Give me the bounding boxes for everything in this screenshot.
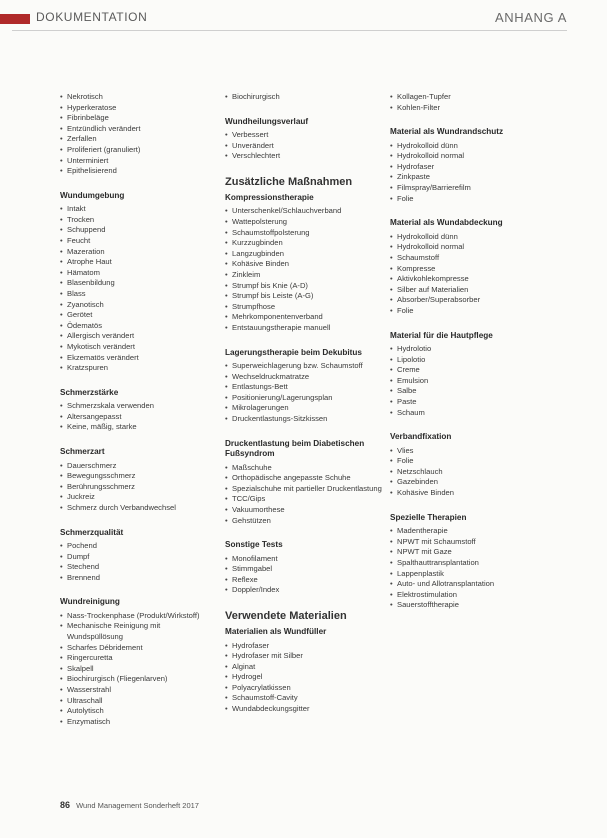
header-accent-bar [0,14,30,24]
header-appendix-title: ANHANG A [495,10,567,25]
list-item: • Ekzematös verändert [60,353,210,364]
list-item: • Unterschenkel/Schlauchverband [225,206,383,217]
list-item: • Strumpf bis Leiste (A-G) [225,291,383,302]
section-wundheilungsverlauf [225,117,383,162]
list-item: • NPWT mit Gaze [390,547,555,558]
section-kompressionstherapie [225,193,383,334]
list-item: • Brennend [60,573,210,584]
list-item: • Nekrotisch [60,92,210,103]
bullet-list [60,611,210,728]
list-item: • Filmspray/Barrierefilm [390,183,555,194]
list-item: • Hydrofaser mit Silber [225,651,383,662]
list-item: • Blass [60,289,210,300]
section-sonstige-tests [225,540,383,596]
list-item: • Mechanische Reinigung mit Wundspüllösung [60,621,210,642]
list-item: • Dauerschmerz [60,461,210,472]
list-item: • Skalpell [60,664,210,675]
list-item: • Entlastungs-Bett [225,382,383,393]
bullet-list [225,130,383,162]
list-item: • Hydrokolloid dünn [390,232,555,243]
section-spezielle-therapien [390,513,555,611]
bullet-list [60,92,210,177]
section-untitled [225,92,383,103]
section-heading: Wundheilungsverlauf [225,116,309,126]
list-item: • Keine, mäßig, starke [60,422,210,433]
page-footer [60,800,199,810]
list-item: • Hydrofaser [390,162,555,173]
list-item: • Kurzzugbinden [225,238,383,249]
bullet-list [390,232,555,317]
list-item: • Autolytisch [60,706,210,717]
list-item: • Kollagen-Tupfer [390,92,555,103]
list-item: • Kompresse [390,264,555,275]
list-item: • Sauerstofftherapie [390,600,555,611]
list-item: • Hydrofaser [225,641,383,652]
list-item: • Spezialschuhe mit partieller Druckentlastung [225,484,383,495]
list-item: • Vakuumorthese [225,505,383,516]
section-schmerzstaerke [60,388,210,433]
section-heading: Material als Wundrandschutz [390,127,504,137]
list-item: • Biochirurgisch [225,92,383,103]
list-item: • Creme [390,365,555,376]
list-item: • Positionierung/Lagerungsplan [225,393,383,404]
list-item: • Vlies [390,446,555,457]
list-item: • Mikrolagerungen [225,403,383,414]
list-item: • Entstauungstherapie manuell [225,323,383,334]
list-item: • Proliferiert (granuliert) [60,145,210,156]
list-item: • Absorber/Superabsorber [390,295,555,306]
list-item: • Kohlen-Filter [390,103,555,114]
list-item: • Stimmgabel [225,564,383,575]
list-item: • Wechseldruckmatratze [225,372,383,383]
list-item: • Unverändert [225,141,383,152]
section-heading: Material für die Hautpflege [390,330,493,340]
section-heading: Wundumgebung [60,190,125,200]
list-item: • Schaumstoff [390,253,555,264]
list-item: • Schmerz durch Verbandwechsel [60,503,210,514]
section-heading: Spezielle Therapien [390,512,467,522]
list-item: • Druckentlastungs-Sitzkissen [225,414,383,425]
list-item: • Schaum [390,408,555,419]
footer-publication: Wund Management Sonderheft 2017 [76,801,199,810]
list-item: • Altersangepasst [60,412,210,423]
list-item: • Folie [390,194,555,205]
bullet-list [60,204,210,374]
section-material-fuer-die-hautpflege [390,331,555,419]
list-item: • Salbe [390,386,555,397]
list-item: • Wundabdeckungsgitter [225,704,383,715]
list-item: • Silber auf Materialien [390,285,555,296]
list-item: • Scharfes Débridement [60,643,210,654]
bullet-list [390,446,555,499]
list-item: • Paste [390,397,555,408]
list-item: • Alginat [225,662,383,673]
list-item: • Enzymatisch [60,717,210,728]
list-item: • Hydrokolloid normal [390,151,555,162]
list-item: • Atrophe Haut [60,257,210,268]
list-item: • Polyacrylatkissen [225,683,383,694]
list-item: • Ultraschall [60,696,210,707]
bullet-list [225,206,383,333]
list-item: • Zinkleim [225,270,383,281]
list-item: • Ringercuretta [60,653,210,664]
bullet-list [60,541,210,583]
major-heading-zusaetzliche-massnahmen: Zusätzliche Maßnahmen [225,175,353,188]
section-heading: Kompressionstherapie [225,192,314,202]
list-item: • Verbessert [225,130,383,141]
section-lagerungstherapie-beim-dekubitus [225,348,383,425]
list-item: • Lappenplastik [390,569,555,580]
list-item: • Madentherapie [390,526,555,537]
list-item: • Netzschlauch [390,467,555,478]
list-item: • Feucht [60,236,210,247]
section-heading: Lagerungstherapie beim Dekubitus [225,347,362,357]
section-heading: Schmerzart [60,447,105,457]
section-wundreinigung [60,597,210,727]
bullet-list [225,361,383,425]
list-item: • Zyanotisch [60,300,210,311]
section-heading: Material als Wundabdeckung [390,218,503,228]
bullet-list [60,401,210,433]
bullet-list [390,92,555,113]
list-item: • Hydrogel [225,672,383,683]
page-header [0,8,607,30]
list-item: • Epithelisierend [60,166,210,177]
section-druckentlastung-beim-diabetischen-fusssyndrom [225,439,383,527]
list-item: • Emulsion [390,376,555,387]
list-item: • Schaumstoffpolsterung [225,228,383,239]
list-item: • Blasenbildung [60,278,210,289]
list-item: • Mykotisch verändert [60,342,210,353]
list-item: • Hydrolotio [390,344,555,355]
list-item: • Orthopädische angepasste Schuhe [225,473,383,484]
list-item: • Ödematös [60,321,210,332]
list-item: • Schmerzskala verwenden [60,401,210,412]
section-material-als-wundabdeckung [390,218,555,316]
list-item: • Nass-Trockenphase (Produkt/Wirkstoff) [60,611,210,622]
list-item: • Dumpf [60,552,210,563]
list-item: • Verschlechtert [225,151,383,162]
list-item: • Fibrinbeläge [60,113,210,124]
list-item: • Gazebinden [390,477,555,488]
section-heading: Materialien als Wundfüller [225,627,327,636]
list-item: • Entzündlich verändert [60,124,210,135]
list-item: • Berührungsschmerz [60,482,210,493]
section-wundumgebung [60,191,210,374]
list-item: • Lipolotio [390,355,555,366]
bullet-list [225,92,383,103]
section-material-als-wundrandschutz [390,127,555,204]
section-schmerzqualitaet [60,528,210,584]
list-item: • Elektrostimulation [390,590,555,601]
list-item: • Wattepolsterung [225,217,383,228]
list-item: • Schuppend [60,225,210,236]
list-item: • Aktivkohlekompresse [390,274,555,285]
list-item: • TCC/Gips [225,494,383,505]
section-schmerzart [60,447,210,513]
section-untitled [390,92,555,113]
bullet-list [225,554,383,596]
section-materialien-als-wundfueller [225,627,383,715]
section-heading: Schmerzqualität [60,527,124,537]
bullet-list [390,526,555,611]
list-item: • Hydrokolloid dünn [390,141,555,152]
list-item: • Maßschuhe [225,463,383,474]
list-item: • Juckreiz [60,492,210,503]
list-item: • Superweichlagerung bzw. Schaumstoff [225,361,383,372]
list-item: • Gehstützen [225,516,383,527]
column-2 [225,92,383,729]
list-item: • Gerötet [60,310,210,321]
section-heading: Druckentlastung beim Diabetischen Fußsyndrom [225,438,365,459]
list-item: • Bewegungsschmerz [60,471,210,482]
list-item: • Mehrkomponentenverband [225,312,383,323]
major-heading-verwendete-materialien: Verwendete Materialien [225,610,347,622]
bullet-list [225,641,383,715]
list-item: • Biochirurgisch (Fliegenlarven) [60,674,210,685]
bullet-list [60,461,210,514]
column-1 [60,92,210,741]
list-item: • Hyperkeratose [60,103,210,114]
section-untitled [60,92,210,177]
list-item: • Unterminiert [60,156,210,167]
column-3 [390,92,555,625]
list-item: • Allergisch verändert [60,331,210,342]
bullet-list [390,344,555,418]
list-item: • Auto- und Allotransplantation [390,579,555,590]
list-item: • Folie [390,456,555,467]
list-item: • Wasserstrahl [60,685,210,696]
list-item: • Hämatom [60,268,210,279]
list-item: • Schaumstoff-Cavity [225,693,383,704]
list-item: • NPWT mit Schaumstoff [390,537,555,548]
list-item: • Kohäsive Binden [390,488,555,499]
page-number: 86 [60,800,71,810]
list-item: • Doppler/Index [225,585,383,596]
bullet-list [390,141,555,205]
list-item: • Hydrokolloid normal [390,242,555,253]
section-heading: Schmerzstärke [60,387,119,397]
list-item: • Zinkpaste [390,172,555,183]
list-item: • Kratzspuren [60,363,210,374]
list-item: • Monofilament [225,554,383,565]
section-heading: Verbandfixation [390,432,452,442]
list-item: • Folie [390,306,555,317]
list-item: • Strumpf bis Knie (A-D) [225,281,383,292]
list-item: • Langzugbinden [225,249,383,260]
section-verbandfixation [390,432,555,498]
list-item: • Pochend [60,541,210,552]
list-item: • Kohäsive Binden [225,259,383,270]
section-heading: Sonstige Tests [225,540,283,550]
bullet-list [225,463,383,527]
list-item: • Trocken [60,215,210,226]
list-item: • Zerfallen [60,134,210,145]
list-item: • Stechend [60,562,210,573]
section-heading: Wundreinigung [60,597,120,607]
header-rule [12,30,567,31]
header-section-title: DOKUMENTATION [36,10,148,24]
list-item: • Intakt [60,204,210,215]
list-item: • Mazeration [60,247,210,258]
list-item: • Strumpfhose [225,302,383,313]
list-item: • Spalthauttransplantation [390,558,555,569]
list-item: • Reflexe [225,575,383,586]
